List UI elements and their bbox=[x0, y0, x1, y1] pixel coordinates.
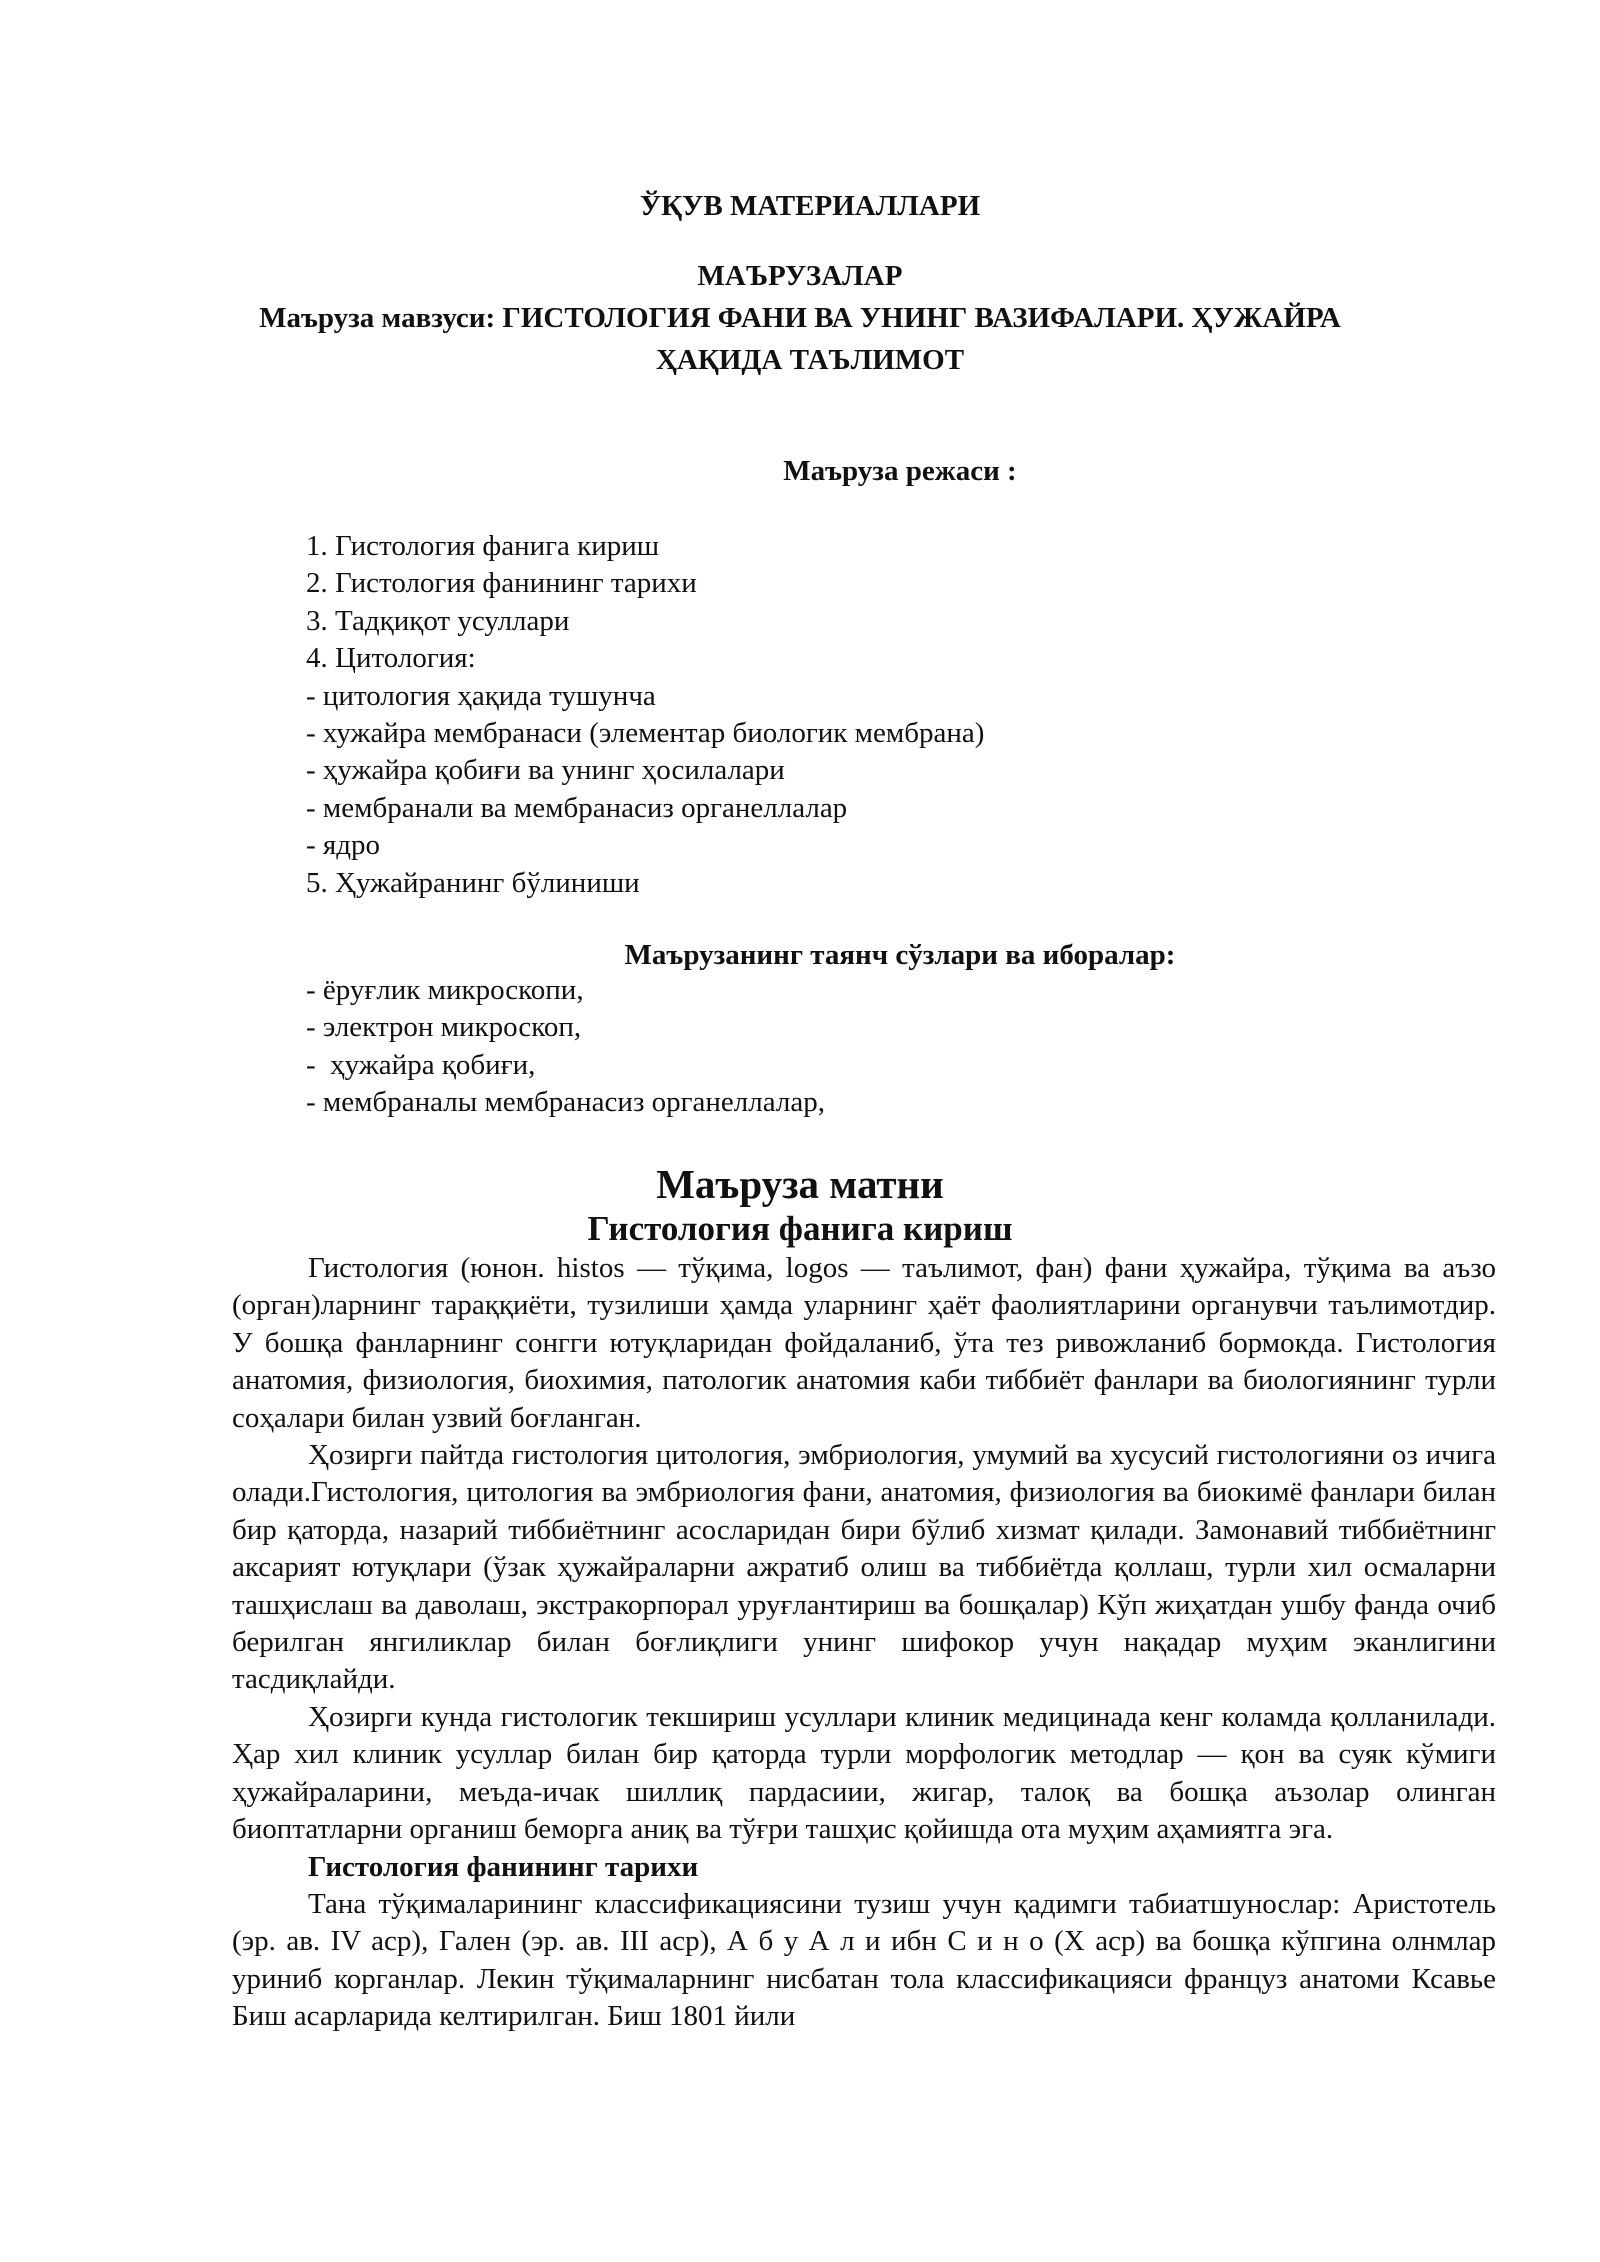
plan-item: 1. Гистология фанига кириш bbox=[306, 530, 660, 562]
plan-item: - мембранали ва мембранасиз органеллалар bbox=[306, 791, 848, 824]
plan-item: 2. Гистология фанининг тарихи bbox=[306, 567, 697, 600]
plan-item: - ядро bbox=[306, 829, 381, 862]
keyword-item: - ҳужайра қобиғи, bbox=[306, 1048, 536, 1081]
body-paragraph: Гистология (юнон. histos — тўқима, logos — таълимот, фан) фани ҳужайра, тўқима ва аъзо (орган)ларнинг тараққиёти, тузилиши ҳамда уларнинг ҳаёт фаолиятларини органувчи таълимотдир. У бошқа фанларнинг сонгги ютуқларидан фойдаланиб, ўта тез ривожланиб бормокда. Гистология анатомия, физиология, биохимия, патологик анатомия каби тиббиёт фанлари ва биологиянинг турли соҳалари билан узвий боғланган. bbox=[232, 1252, 1496, 1434]
plan-item: 5. Ҳужайранинг бўлиниши bbox=[306, 866, 640, 899]
lecture-plan-heading: Маъруза режаси : bbox=[783, 455, 1017, 487]
plan-item: - ҳужайра қобиғи ва унинг ҳосилалари bbox=[306, 754, 785, 787]
keywords-heading: Маърузанинг таянч сўзлари ва иборалар: bbox=[624, 939, 1176, 971]
keyword-item: - ёруғлик микроскопи, bbox=[306, 974, 584, 1006]
section-title: МАЪРУЗАЛАР bbox=[697, 260, 903, 292]
body-paragraph: Ҳозирги кунда гистологик текшириш усуллари клиник медицинада кенг коламда қолланилади. Ҳар хил клиник усуллар билан бир қаторда турли морфологик методлар — қон ва суяк кўмиги ҳужайраларини, меъда-ичак шиллиқ пардасиии, жигар, талоқ ва бошқа аъзолар олинган биоптатларни органиш беморга аниқ ва тўғри ташҳис қойишда ота муҳим аҳамиятга эга. bbox=[232, 1700, 1496, 1846]
keyword-item: - мембраналы мембранасиз органеллалар, bbox=[306, 1086, 825, 1119]
lecture-topic-line-2: ҲАҚИДА ТАЪЛИМОТ bbox=[655, 344, 965, 376]
body-paragraph: Ҳозирги пайтда гистология цитология, эмбриология, умумий ва хусусий гистологияни оз ичига олади.Гистология, цитология ва эмбриология фани, анатомия, физиология ва биокимё фанлари билан бир қаторда, назарий тиббиётнинг асосларидан бири бўлиб хизмат қилади. Замонавий тиббиётнинг аксарият ютуқлари (ўзак ҳужайраларни ажратиб олиш ва тиббиётда қоллаш, турли хил осмаларни ташҳислаш ва даволаш, экстракорпорал уруғлантириш ва бошқалар) Кўп жиҳатдан ушбу фанда очиб берилган янгиликлар билан боғлиқлиги унинг шифокор учун нақадар муҳим эканлигини тасдиқлайди. bbox=[232, 1439, 1496, 1696]
lecture-text-title: Маъруза матни bbox=[656, 1161, 944, 1207]
body-paragraph: Тана тўқималарининг классификациясини тузиш учун қадимги табиатшунослар: Аристотель (эр. ав. IV аср), Гален (эр. ав. III аср), А б у А л и ибн С и н о (X аср) ва бошқа кўпгина олнмлар уриниб корганлар. Лекин тўқималарнинг нисбатан тола классификацияси француз анатоми Ксавье Биш асарларида келтирилган. Биш 1801 йили bbox=[232, 1887, 1496, 2033]
lecture-body-text bbox=[232, 1250, 1496, 2036]
lecture-text-subtitle: Гистология фанига кириш bbox=[587, 1209, 1013, 1248]
plan-item: - хужайра мембранаси (элементар биологик мембрана) bbox=[306, 717, 985, 750]
keyword-item: - электрон микроскоп, bbox=[306, 1011, 582, 1044]
plan-item: - цитология ҳақида тушунча bbox=[306, 679, 656, 712]
keywords-list bbox=[306, 972, 825, 1122]
lecture-topic-line-1: Маъруза мавзуси: ГИСТОЛОГИЯ ФАНИ ВА УНИНГ ВАЗИФАЛАРИ. ҲУЖАЙРА bbox=[259, 302, 1341, 334]
plan-item: 4. Цитология: bbox=[306, 642, 476, 675]
plan-item: 3. Тадқиқот усуллари bbox=[306, 604, 570, 637]
document-title: ЎҚУВ МАТЕРИАЛЛАРИ bbox=[639, 190, 981, 222]
lecture-plan-list bbox=[306, 528, 984, 902]
history-subheading: Гистология фанининг тарихи bbox=[308, 1850, 699, 1883]
